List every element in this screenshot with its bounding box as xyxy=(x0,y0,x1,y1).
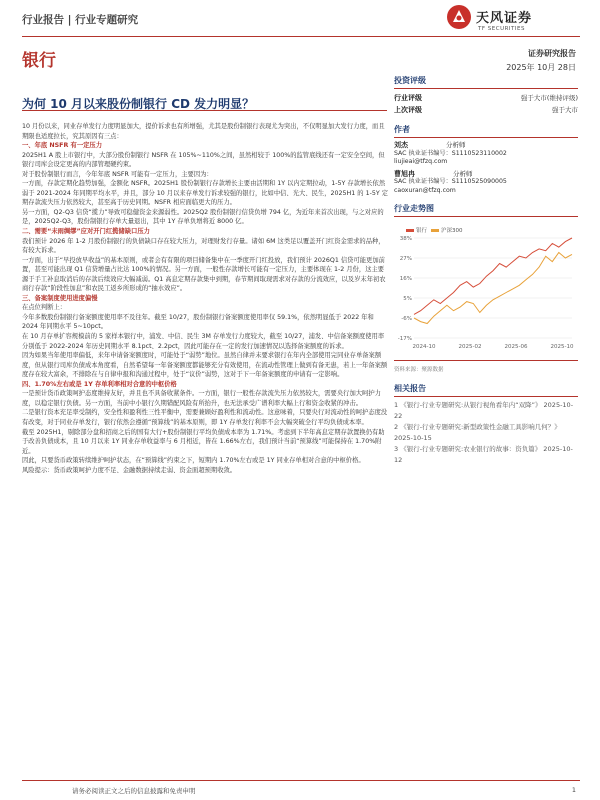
header-rule xyxy=(22,36,580,37)
x-tick-label: 2025-06 xyxy=(504,344,528,350)
x-tick-label: 2025-10 xyxy=(550,344,574,350)
related-report-item xyxy=(394,444,578,466)
page-number: 1 xyxy=(571,786,576,794)
author-cert: SAC 执业证书编号：S1110525090005 xyxy=(394,178,507,185)
brand-logo xyxy=(446,4,566,40)
body-paragraph: 一是预计货币政策呵护态度维持友好，并且也不具备收紧条件。一方面，银行一般性存款流失压力依然较大，需要央行加大呵护力度，以稳定银行负债。另一方面，当前中小银行久期错配风险有所抬升，也无法承受广谱利率大幅上行和资金收紧的冲击。 xyxy=(22,390,381,407)
industry-trend-chart xyxy=(394,220,578,361)
chart-source: 资料来源：聚源数据 xyxy=(394,367,444,373)
chart-title: 行业走势图 xyxy=(394,203,578,217)
x-tick-label: 2024-10 xyxy=(412,344,436,350)
rating-value: 强于大市 xyxy=(552,106,578,114)
rating-title: 投资评级 xyxy=(394,75,578,89)
author-name xyxy=(394,170,578,179)
body-paragraph: 二是银行资本充足率受制约，安全性和盈利性三性平衡中，需要兼顾好盈利性和流动性。这意味着，只要央行对流动性的呵护态度没有改变，对于同业存单发行，银行依然会遵循“预算线”的基本原则，即 1Y 存单发行利率不会大幅突破全行平均负债成本率。 xyxy=(22,409,388,426)
related-reports xyxy=(394,400,578,466)
y-tick-label: -17% xyxy=(397,336,412,342)
y-tick-label: 5% xyxy=(403,296,412,302)
author-role: 分析师 xyxy=(453,169,473,178)
author-card xyxy=(394,141,578,167)
author-card xyxy=(394,170,578,196)
author-name xyxy=(394,141,578,150)
legend-label: 沪深300 xyxy=(441,228,463,234)
body-paragraph: 一方面，出于“早投放早收益”的基本原则，或者会有有限的项目储备集中在一季度开门红投放，我们预计 2026Q1 信贷可能更加前置，甚至可能出现 Q1 信贷增量占比达 100%的情况。另一方面，一般性存款增长可能有一定压力，主要体现在 1-2 月份，这主要源于手工补息取消后的存款后续效应大幅减弱。Q1 高息定期存款集中到期，春节期间取现需求对存款的分流效应，以及岁末年初农商行存款“阶段性加息”和农民工返乡所形成的“抽水效应”。 xyxy=(22,256,386,293)
body-paragraph: 今年多数股份制银行备案额度使用率不及往年。截至 10/27，股份制银行备案额度使用率仅 59.1%，依然明显低于 2022 年和 2024 年同期水平 5~10pct。 xyxy=(22,313,374,331)
legend-swatch xyxy=(406,229,414,232)
series-line xyxy=(414,238,572,314)
section-heading: 一、年底 NSFR 有一定压力 xyxy=(22,142,103,150)
rating-label: 行业评级 xyxy=(394,94,422,102)
rating-row xyxy=(394,92,578,104)
related-report-link[interactable]: 1 《银行-行业专题研究:从银行视角看年内“双降”》 2025-10-22 xyxy=(394,401,574,420)
y-tick-label: -6% xyxy=(401,316,412,322)
report-date: 2025年 10月 28日 xyxy=(506,63,576,72)
footer-rule xyxy=(22,780,580,781)
author-name-text: 刘杰 xyxy=(394,141,408,149)
trend-chart-svg xyxy=(394,220,578,360)
sidebar xyxy=(394,75,578,466)
body-paragraph: 截至 2025H1，剔除部分盘和招商之后的国有大行+股份制银行平均负债成本率为 1.71%。考虑到下半年高息定期存款置换仍有助于改善负债成本，且 10 月以来 1Y 同业存单收益率与 6 月相近，皆在 1.66%左右，我们预计当前“预算线”可能保持在 1.70%附近。 xyxy=(22,428,385,455)
author-email[interactable]: caoxuran@tfzq.com xyxy=(394,186,456,194)
legend-label: 银行 xyxy=(416,228,428,234)
related-report-item xyxy=(394,400,578,422)
y-tick-label: 16% xyxy=(399,276,412,282)
report-body xyxy=(22,122,388,475)
report-title: 为何 10 月以来股份制银行 CD 发力明显？ xyxy=(22,97,255,111)
author-list xyxy=(394,141,578,195)
x-tick-label: 2025-02 xyxy=(458,344,482,350)
report-category: 行业报告 | 行业专题研究 xyxy=(22,14,139,26)
related-report-item xyxy=(394,422,578,444)
y-tick-label: 27% xyxy=(399,256,412,262)
body-paragraph: 我们预计 2026 年 1-2 月股份制银行的负债缺口存在较大压力，对理财发行存量。诸如 6M 这类足以覆盖开门红资金需求的品种，有较大诉求。 xyxy=(22,237,385,255)
author-name-text: 曹旭冉 xyxy=(394,169,415,178)
authors-title: 作者 xyxy=(394,124,578,138)
y-tick-label: 38% xyxy=(399,236,412,242)
brand-name: 天风证券 xyxy=(476,11,533,26)
title-rule xyxy=(22,110,387,111)
brand-logo-icon xyxy=(446,4,472,30)
author-cert: SAC 执业证书编号：S1110523110002 xyxy=(394,149,507,157)
body-paragraph: 在 10 月存单扩容规模前的 5 家样本银行中，浦发、中信、民生 3M 存单发行力度较大，截至 10/27，浦发、中信备案额度使用率分别低于 2022-2024 年历史同期水平 8.1pct、2.2pct，因此可能存在一定的发行加速情况以选择备案额度的诉求。 xyxy=(22,333,385,350)
sector-name: 银行 xyxy=(22,51,56,71)
chart-legend xyxy=(402,226,463,234)
body-paragraph: 10 月份以来，同业存单发行力度明显加大，提价诉求也有所增强，尤其是股份制银行表现尤为突出，不仅明显加大发行力度，而且期限也适度拉长，究其原因有三点： xyxy=(22,123,385,140)
body-paragraph: 因为如果当年使用率偏低，来年申请备案额度时，可能处于“弱势”地位。虽然自律并未要求银行在年内全部使用完同业存单备案额度，但从银行司库负债成本角度看，自然希望每一年备案额度都能够充分有效使用，在流动性管理上做到有备无患，若上一年备案额度存在较大富余，不排除在与自律申报和沟通过程中，处于“议价”弱势，这对于下一年备案额度的申请有一定影响。 xyxy=(22,352,388,379)
body-paragraph: 另一方面，Q2-Q3 信贷“揽力”导致可稳健资金来源弱性。2025Q2 股份制银行信贷负增 794 亿，为近年来首次出现，与之对应的是，2025Q2-Q3，股份制银行存单大量退出，其中 1Y 存单负增将近 8000 亿。 xyxy=(22,208,384,226)
related-report-link[interactable]: 3 《银行-行业专题研究:农业银行的故事：资负篇》 2025-10-12 xyxy=(394,445,573,464)
rating-value: 强于大市(维持评级) xyxy=(520,94,578,102)
author-role: 分析师 xyxy=(446,141,466,149)
body-paragraph: 风险提示：货币政策呵护力度不足、金融数据持续走弱、资金面超预期收敛。 xyxy=(22,466,237,474)
body-paragraph: 在点位判断上： xyxy=(22,304,67,312)
related-report-link[interactable]: 2 《银行-行业专题研究:新型政策性金融工具影响几何？》 2025-10-15 xyxy=(394,423,561,442)
body-paragraph: 对于股份制银行而言，今年年底 NSFR 可能有一定压力，主要因为： xyxy=(22,170,213,178)
series-line xyxy=(414,253,572,324)
body-paragraph: 因此，只要货币政策转续维护呵护状态，在“预算线”约束之下，短期内 1.70%左右或是 1Y 同业存单相对合意的中枢价格。 xyxy=(22,457,365,465)
report-type: 证券研究报告 xyxy=(528,49,576,58)
author-email[interactable]: liujieai@tfzq.com xyxy=(394,158,448,165)
legend-swatch xyxy=(431,229,439,232)
section-heading: 二、需要“未雨绸缪”应对开门红揽储缺口压力 xyxy=(22,228,150,236)
section-heading: 四、1.70%左右或是 1Y 存单利率相对合意的中枢价格 xyxy=(22,380,177,388)
rating-row xyxy=(394,104,578,116)
related-title: 相关报告 xyxy=(394,383,578,397)
rating-table xyxy=(394,92,578,116)
brand-name-en: TF SECURITIES xyxy=(478,26,525,32)
footer-disclaimer: 请务必阅读正文之后的信息披露和免责申明 xyxy=(72,787,196,795)
rating-label: 上次评级 xyxy=(394,106,422,114)
section-heading: 三、备案制度使用进度偏慢 xyxy=(22,294,98,302)
body-paragraph: 2025H1 A 股上市银行中，大部分股份制银行 NSFR 在 105%~110%之间，虽然相较于 100%的监管底线还有一定安全空间，但银行司库会设定更高的内部管理硬约束。 xyxy=(22,151,385,169)
body-paragraph: 一方面，存款定期化趋势加强，金额化 NSFR。2025H1 股份制银行存款增长主要由活期和 1Y 以内定期拉动，1-5Y 存款增长依然弱于 2021-2024 年同期平均水平，并且，部分 10 月以来存单发行诉求较强的银行，比如中信、光大、民生，2025H1 的 1-5Y 定期存款流失压力依然较大，甚至高于历史同期。NSFR 相应面临更大的压力。 xyxy=(22,180,389,207)
